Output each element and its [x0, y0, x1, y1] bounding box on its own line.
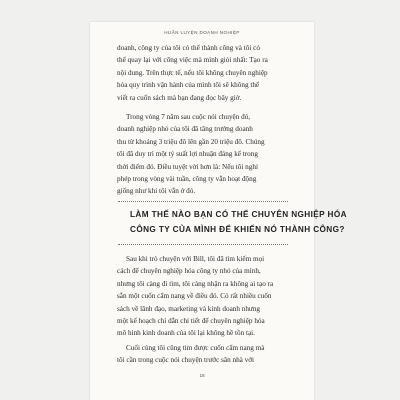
text-line: tôi cần trong cuộc nói chuyện trước sân nhà với — [117, 356, 255, 365]
text-line: thu từ khoảng 3 triệu đô lên gần 20 triệu đô. Chúng — [117, 137, 265, 146]
paragraph-2 — [117, 111, 295, 198]
paragraph-1 — [117, 42, 295, 104]
heading-line: CÔNG TY CỦA MÌNH ĐỂ KHIẾN NÓ THÀNH CÔNG? — [130, 225, 345, 234]
text-line: doanh nghiệp nhỏ của tôi đã tăng trưởng doanh — [117, 125, 253, 134]
text-line: Sau khi trò chuyện với Bill, tôi đã tìm kiếm mọi — [126, 255, 265, 263]
text-line: doanh, công ty của tôi có thể thành công và tôi có — [117, 44, 260, 52]
text-line: sách về lãnh đạo, marketing và kinh doanh nhưng — [117, 304, 261, 313]
text-line: hóa quy trình vận hành của mình tôi sẽ không thể — [117, 81, 260, 90]
text-line: tôi đã duy trì một tỷ suất lợi nhuận đáng kể trong — [117, 150, 258, 159]
heading-line: LÀM THẾ NÀO BẠN CÓ THỂ CHUYÊN NGHIỆP HÓA — [130, 210, 347, 219]
running-header: HUẤN LUYỆN DOANH NGHIỆP — [164, 30, 240, 35]
text-line: Cuối cùng tôi cũng tìm được cuốn cẩm nang mà — [126, 344, 265, 352]
page-number: 18 — [199, 373, 205, 378]
book-page — [90, 22, 347, 400]
section-heading — [130, 207, 347, 237]
text-line: sẵn một cuốn cẩm nang về điều đó. Có rất nhiều cuốn — [117, 292, 272, 301]
text-line: viết ra cuốn sách mà bạn đang đọc bây giờ. — [117, 93, 242, 102]
paragraph-4 — [117, 342, 295, 367]
text-line: một kế hoạch chỉ dẫn chi tiết để chuyên nghiệp hóa — [117, 317, 265, 326]
text-line: thể quay lại với công việc mà mình giỏi nhất: Tạo ra — [117, 56, 268, 65]
text-line: Trong vòng 7 năm sau cuộc nói chuyện đó, — [126, 113, 251, 121]
text-line: cách để chuyên nghiệp hóa công ty nhỏ của mình, — [117, 267, 261, 276]
text-line: nội dung. Trên thực tế, nếu tôi không chuyên nghiệp — [117, 68, 268, 77]
section-divider-bottom — [118, 244, 288, 245]
text-line: giống như khi tôi vẫn ở đó. — [117, 187, 196, 196]
text-line: thời điểm đó. Điều tuyệt vời hơn là: Nếu tôi nghỉ — [117, 162, 258, 171]
section-divider-top — [118, 201, 288, 202]
paragraph-3 — [117, 253, 295, 340]
text-line: mô hình kinh doanh của tôi lại không hề tồn tại. — [117, 329, 255, 338]
text-line: phép trong vòng vài tuần, công ty vẫn hoạt động — [117, 175, 257, 184]
text-line: nhưng tôi càng đi tìm, tôi càng nhận ra không ai tạo ra — [117, 279, 274, 288]
